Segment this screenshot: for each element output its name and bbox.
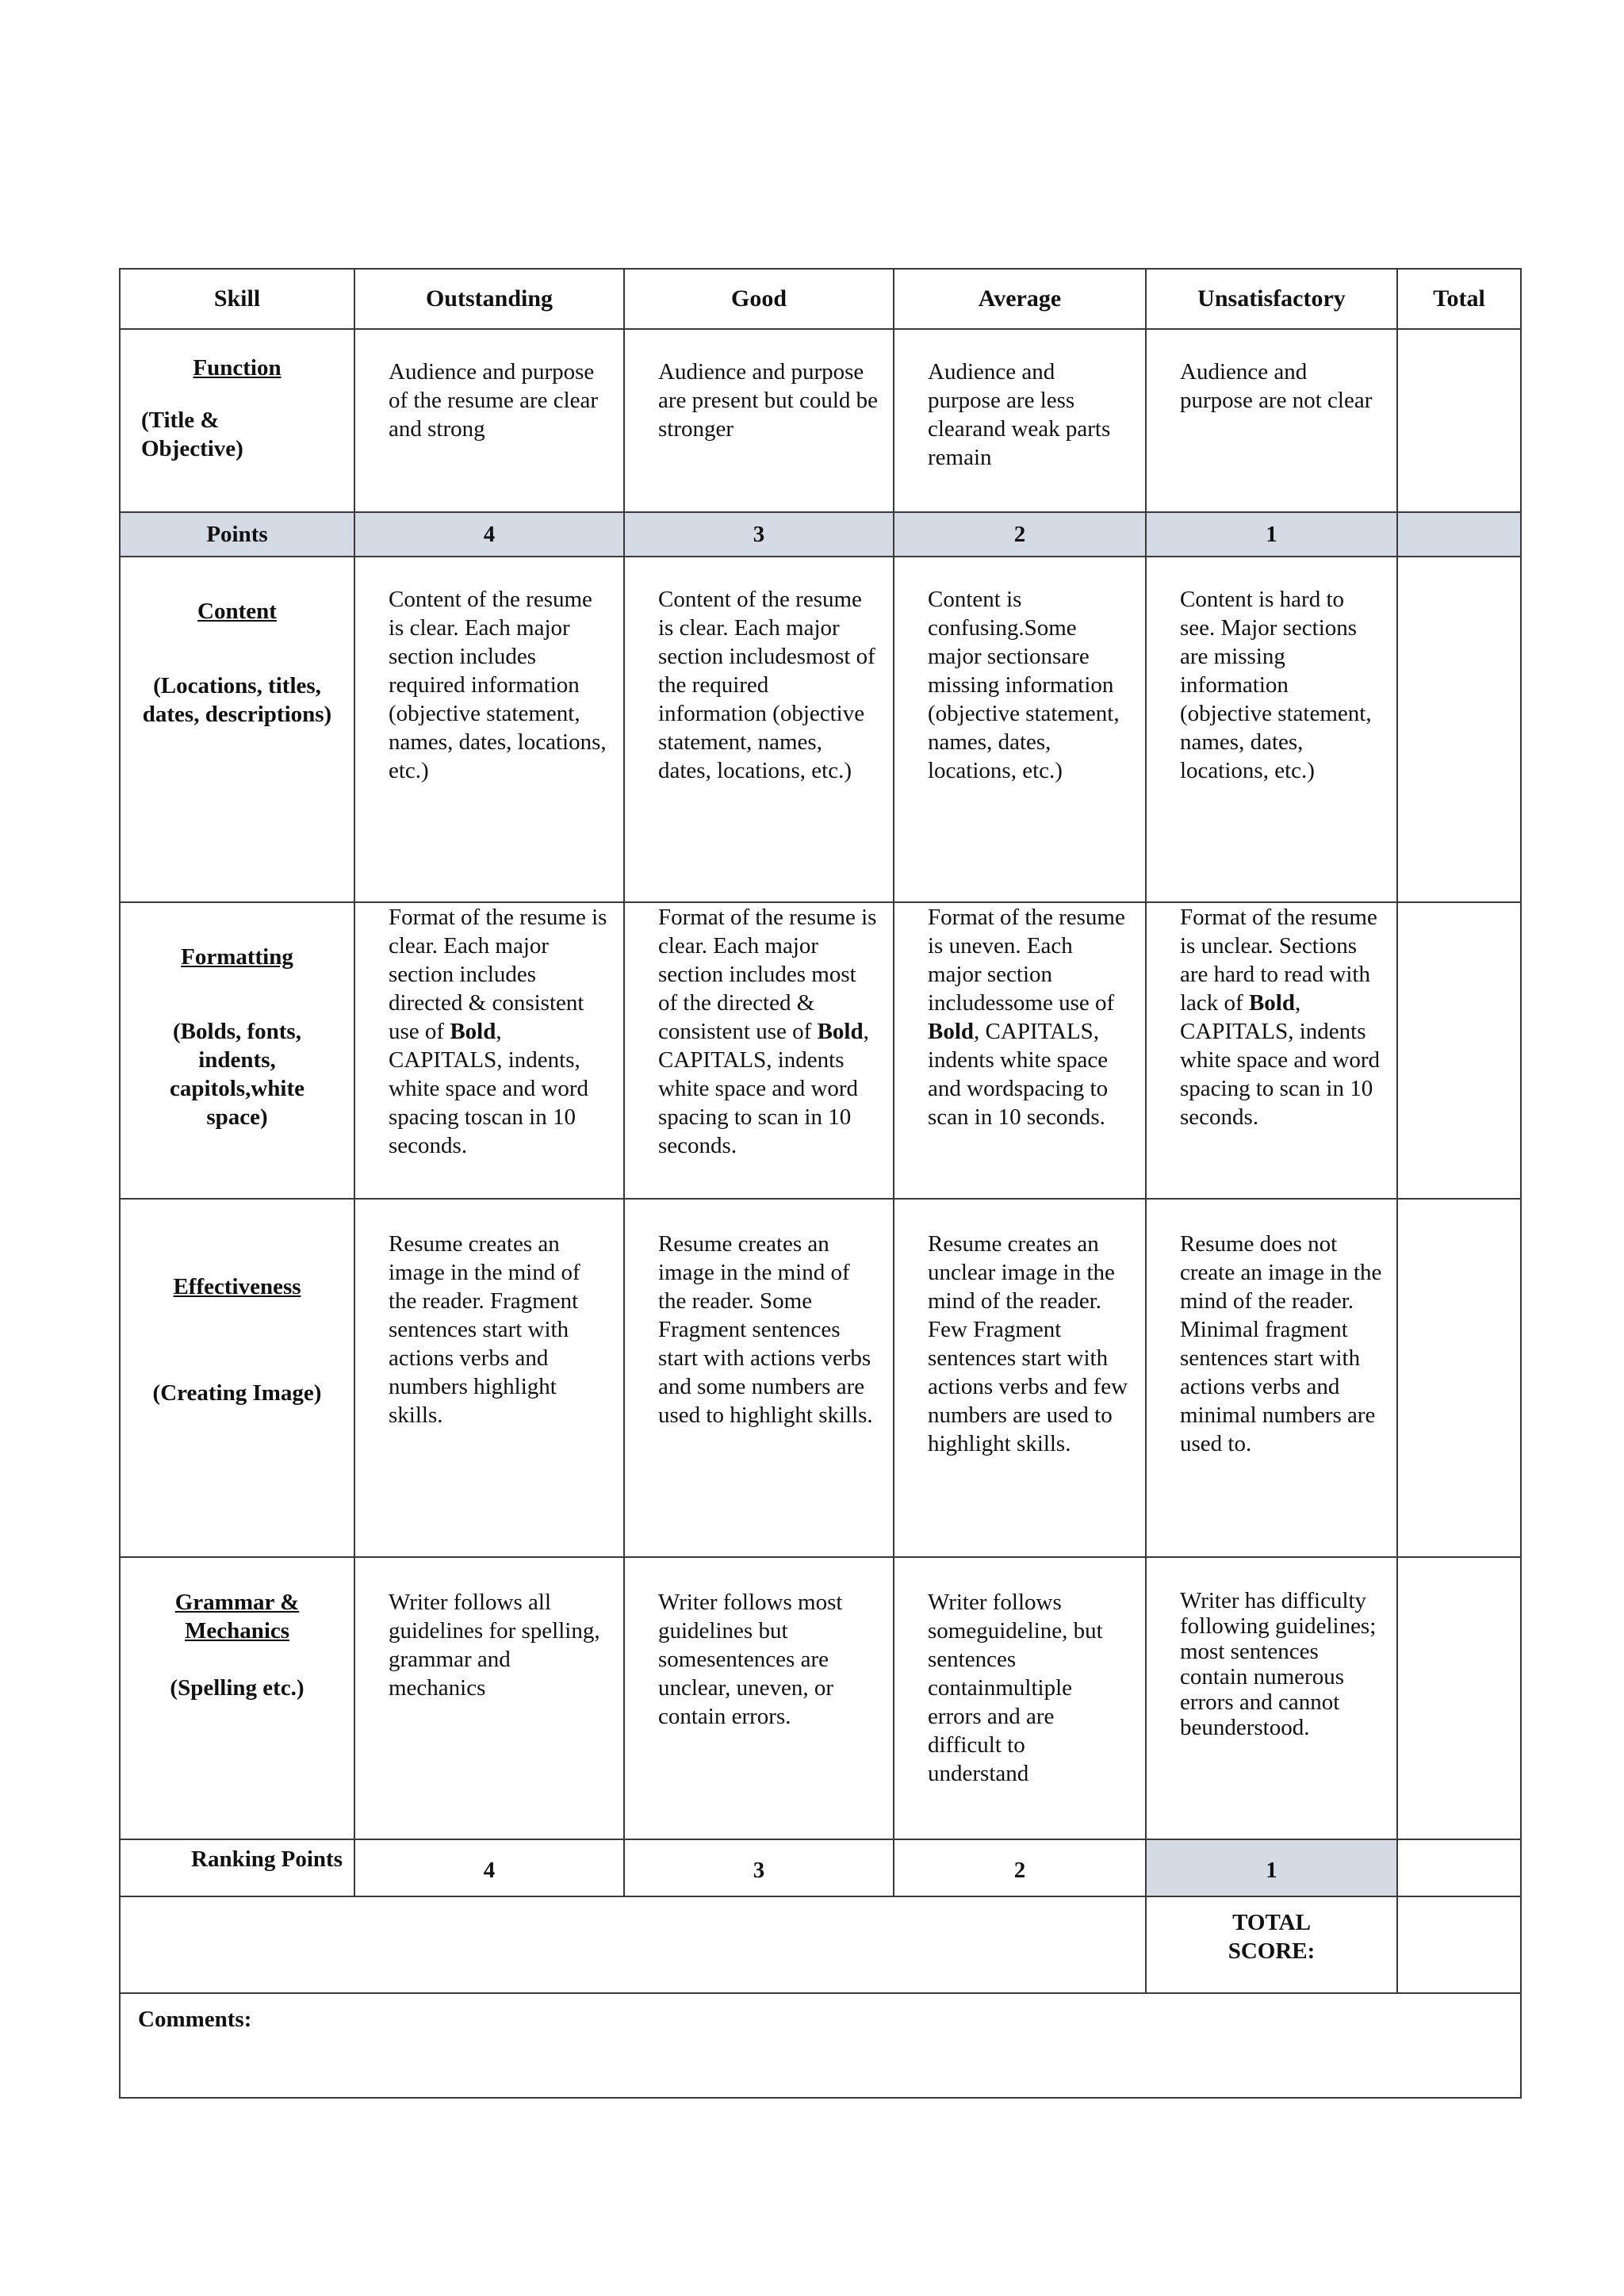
function-average: Audience and purpose are less clearand weak parts remain: [894, 329, 1146, 512]
ranking-row: [120, 1839, 1521, 1896]
formatting-unsatisfactory-bold: Bold: [1248, 990, 1295, 1016]
skill-function-cell: [120, 329, 354, 512]
points-good: 3: [624, 512, 894, 557]
header-average: Average: [894, 269, 1146, 329]
formatting-average-bold: Bold: [928, 1019, 975, 1044]
skill-content-name: Content: [197, 599, 277, 624]
formatting-average-b: , CAPITALS, indents white space and wordspacing to scan in 10 seconds.: [928, 1019, 1109, 1130]
grammar-good: Writer follows most guidelines but somesentences are unclear, uneven, or contain errors.: [624, 1557, 894, 1839]
points-row: [120, 512, 1521, 557]
formatting-outstanding-bold: Bold: [450, 1019, 496, 1044]
skill-formatting-sub: (Bolds, fonts, indents, capitols,white space): [170, 1019, 304, 1130]
content-row: [120, 557, 1521, 902]
points-total: [1397, 512, 1521, 557]
header-total: Total: [1397, 269, 1521, 329]
effectiveness-row: [120, 1199, 1521, 1557]
effectiveness-good: Resume creates an image in the mind of the reader. Some Fragment sentences start with actions verbs and some numbers are used to highlight skills.: [624, 1199, 894, 1557]
formatting-total: [1397, 902, 1521, 1199]
skill-grammar-name: Grammar & Mechanics: [174, 1590, 300, 1644]
skill-effectiveness-cell: [120, 1199, 354, 1557]
formatting-average: [894, 902, 1146, 1199]
formatting-good-a: Format of the resume is clear. Each major section includes most of the directed & consistent use of: [658, 905, 877, 1044]
skill-effectiveness-name: Effectiveness: [173, 1274, 301, 1299]
header-good: Good: [624, 269, 894, 329]
formatting-average-a: Format of the resume is uneven. Each major section includessome use of: [928, 905, 1125, 1016]
function-outstanding: Audience and purpose of the resume are clear and strong: [354, 329, 624, 512]
header-unsatisfactory: Unsatisfactory: [1146, 269, 1397, 329]
formatting-row: [120, 902, 1521, 1199]
formatting-unsatisfactory: [1146, 902, 1397, 1199]
skill-content-cell: [120, 557, 354, 902]
function-unsatisfactory: Audience and purpose are not clear: [1146, 329, 1397, 512]
grammar-unsatisfactory: Writer has difficulty following guidelines; most sentences contain numerous errors and cannot beunderstood.: [1146, 1557, 1397, 1839]
total-score-value[interactable]: [1397, 1896, 1521, 1993]
formatting-outstanding: [354, 902, 624, 1199]
header-outstanding: Outstanding: [354, 269, 624, 329]
grammar-average: Writer follows someguideline, but sentences containmultiple errors and are difficult to understand: [894, 1557, 1146, 1839]
formatting-unsatisfactory-a: Format of the resume is unclear. Sections are hard to read with lack of: [1180, 905, 1377, 1016]
formatting-outstanding-a: Format of the resume is clear. Each major section includes directed & consistent use of: [389, 905, 607, 1044]
skill-effectiveness-sub: (Creating Image): [152, 1380, 322, 1406]
comments-cell[interactable]: [120, 1993, 1521, 2098]
ranking-label: Ranking Points: [120, 1839, 354, 1896]
total-score-row: [120, 1896, 1521, 1993]
content-unsatisfactory: Content is hard to see. Major sections are missing information (objective statement, names, dates, locations, etc.): [1146, 557, 1397, 902]
formatting-unsatisfactory-b: , CAPITALS, indents white space and word spacing to scan in 10 seconds.: [1180, 990, 1381, 1130]
skill-grammar-cell: [120, 1557, 354, 1839]
header-skill: Skill: [120, 269, 354, 329]
effectiveness-unsatisfactory: Resume does not create an image in the mind of the reader. Minimal fragment sentences start with actions verbs and minimal numbers are used to.: [1146, 1199, 1397, 1557]
formatting-good-bold: Bold: [817, 1019, 864, 1044]
formatting-outstanding-b: , CAPITALS, indents, white space and word spacing toscan in 10 seconds.: [389, 1019, 589, 1158]
comments-row: [120, 1993, 1521, 2098]
content-good: Content of the resume is clear. Each major section includesmost of the required information (objective statement, names, dates, locations, etc.): [624, 557, 894, 902]
effectiveness-average: Resume creates an unclear image in the mind of the reader. Few Fragment sentences start with actions verbs and few numbers are used to highlight skills.: [894, 1199, 1146, 1557]
content-outstanding: Content of the resume is clear. Each major section includes required information (objective statement, names, dates, locations, etc.): [354, 557, 624, 902]
function-row: [120, 329, 1521, 512]
skill-content-sub: (Locations, titles, dates, descriptions): [142, 673, 332, 727]
points-outstanding: 4: [354, 512, 624, 557]
resume-rubric-table: [119, 268, 1522, 2099]
content-average: Content is confusing.Some major sectionsare missing information (objective statement, names, dates, locations, etc.): [894, 557, 1146, 902]
function-total: [1397, 329, 1521, 512]
ranking-average: 2: [894, 1839, 1146, 1896]
ranking-good: 3: [624, 1839, 894, 1896]
total-score-label: TOTAL SCORE:: [1146, 1896, 1397, 1993]
content-total: [1397, 557, 1521, 902]
formatting-good: [624, 902, 894, 1199]
comments-label: Comments:: [138, 2007, 252, 2032]
skill-function-sub: (Title & Objective): [141, 408, 243, 461]
grammar-outstanding: Writer follows all guidelines for spelling, grammar and mechanics: [354, 1557, 624, 1839]
total-score-spacer: [120, 1896, 1146, 1993]
grammar-row: [120, 1557, 1521, 1839]
skill-formatting-name: Formatting: [181, 944, 293, 970]
ranking-total: [1397, 1839, 1521, 1896]
function-good: Audience and purpose are present but could be stronger: [624, 329, 894, 512]
effectiveness-outstanding: Resume creates an image in the mind of the reader. Fragment sentences start with actions verbs and numbers highlight skills.: [354, 1199, 624, 1557]
grammar-total: [1397, 1557, 1521, 1839]
header-row: [120, 269, 1521, 329]
effectiveness-total: [1397, 1199, 1521, 1557]
ranking-outstanding: 4: [354, 1839, 624, 1896]
points-average: 2: [894, 512, 1146, 557]
points-unsatisfactory: 1: [1146, 512, 1397, 557]
points-label: Points: [120, 512, 354, 557]
ranking-unsatisfactory: 1: [1146, 1839, 1397, 1896]
formatting-good-b: , CAPITALS, indents white space and word spacing to scan in 10 seconds.: [658, 1019, 869, 1158]
skill-function-name: Function: [193, 355, 282, 381]
skill-grammar-sub: (Spelling etc.): [170, 1675, 304, 1701]
skill-formatting-cell: [120, 902, 354, 1199]
